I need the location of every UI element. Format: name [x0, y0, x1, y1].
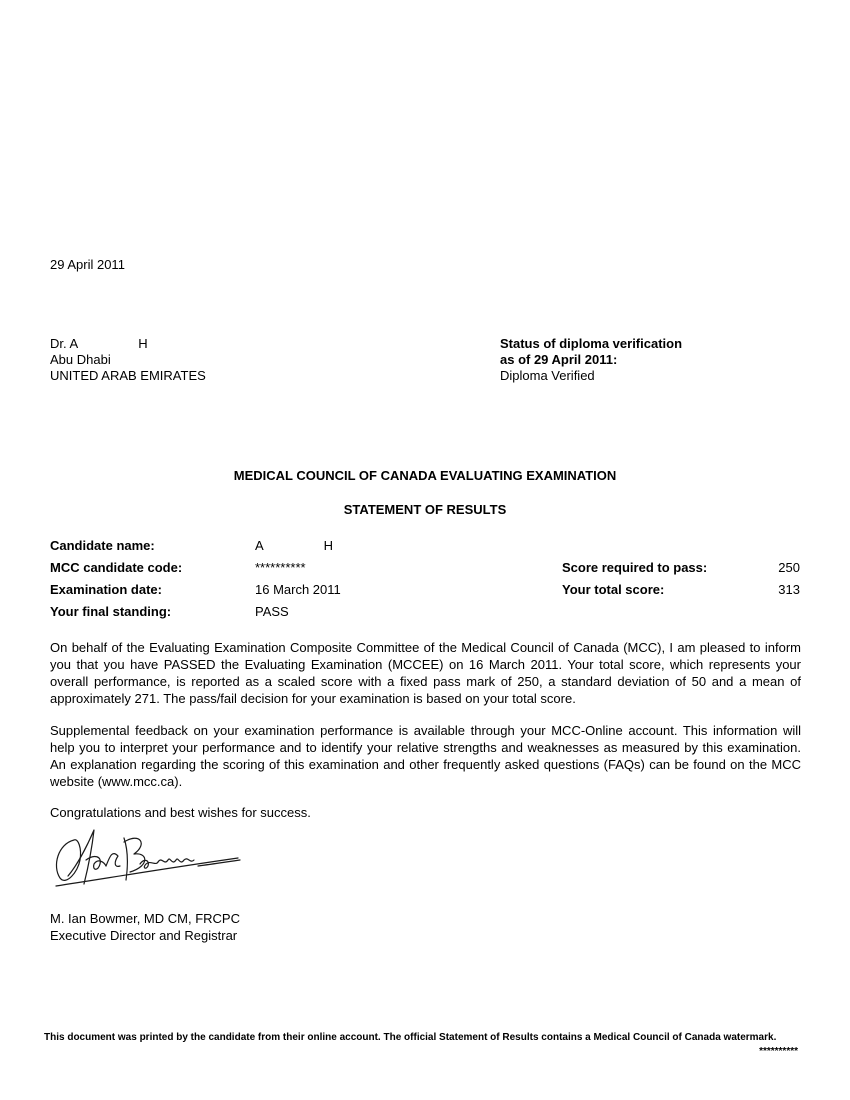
letter-date: 29 April 2011: [50, 257, 125, 272]
pass-score-value: 250: [778, 560, 800, 575]
recipient-address: [50, 336, 206, 384]
document-title: MEDICAL COUNCIL OF CANADA EVALUATING EXAMINATION: [233, 468, 617, 483]
total-score-label: Your total score:: [562, 582, 665, 597]
final-standing-value: PASS: [255, 604, 289, 619]
candidate-code-label: MCC candidate code:: [50, 560, 183, 575]
signatory-title: Executive Director and Registrar: [50, 928, 238, 943]
total-score-value: 313: [778, 582, 800, 597]
exam-date-value: 16 March 2011: [255, 582, 341, 597]
recipient-name: [50, 336, 206, 352]
diploma-status-heading-1: Status of diploma verification: [500, 336, 683, 351]
signatory-name: M. Ian Bowmer, MD CM, FRCPC: [50, 911, 240, 926]
pass-score-label: Score required to pass:: [562, 560, 708, 575]
candidate-name-value: [255, 538, 333, 554]
recipient-city: Abu Dhabi: [50, 352, 111, 367]
recipient-first-name: Dr. A: [50, 336, 79, 351]
footer-code: **********: [759, 1046, 798, 1057]
diploma-status-heading-2: as of 29 April 2011:: [500, 352, 618, 367]
diploma-status-value: Diploma Verified: [500, 368, 595, 383]
candidate-name-label: Candidate name:: [50, 538, 155, 553]
recipient-country: UNITED ARAB EMIRATES: [50, 368, 206, 383]
diploma-status-block: [500, 336, 682, 384]
candidate-last-name: H: [323, 538, 334, 553]
final-standing-label: Your final standing:: [50, 604, 172, 619]
body-paragraph-2: Supplemental feedback on your examination performance is available through your MCC-Online account. This information will help you to interpret your performance and to identify your relative strengths and weaknesses as measured by this examination. An explanation regarding the scoring of this examination and other frequently asked questions (FAQs) can be found on the MCC website (www.mcc.ca).: [50, 723, 801, 789]
closing-line: Congratulations and best wishes for success.: [50, 805, 311, 820]
exam-date-label: Examination date:: [50, 582, 162, 597]
candidate-code-value: **********: [255, 560, 306, 575]
body-paragraph-1: On behalf of the Evaluating Examination Composite Committee of the Medical Council of Canada (MCC), I am pleased to inform you that you have PASSED the Evaluating Examination (MCCEE) on 16 March 2011. Your total score, which represents your overall performance, is reported as a scaled score with a fixed pass mark of 250, a standard deviation of 50 and a mean of approximately 271. The pass/fail decision for your examination is based on your total score.: [50, 640, 801, 706]
document-subtitle: STATEMENT OF RESULTS: [343, 502, 507, 517]
footer-note: This document was printed by the candidate from their online account. The official Statement of Results contains a Medical Council of Canada watermark.: [44, 1032, 777, 1043]
recipient-last-name: H: [138, 336, 148, 351]
candidate-first-name: A: [255, 538, 264, 553]
signature-image: [48, 826, 248, 890]
